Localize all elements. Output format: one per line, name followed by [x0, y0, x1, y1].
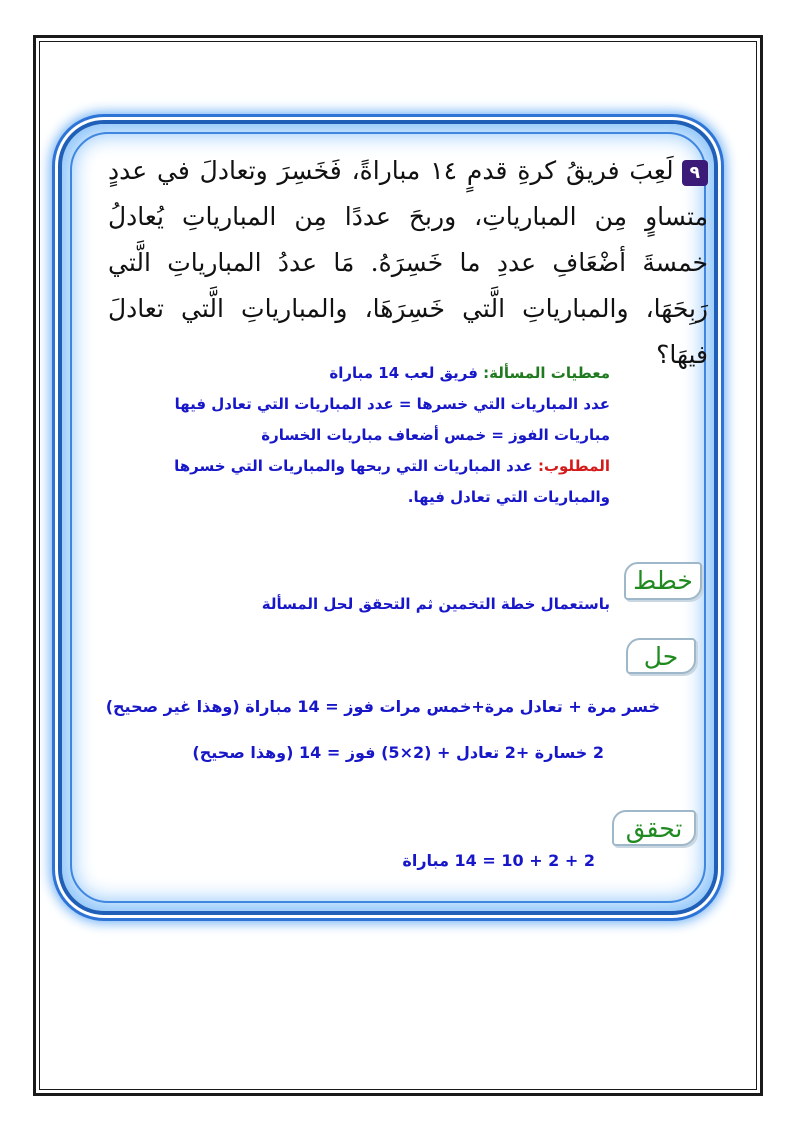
required-label: المطلوب:	[537, 457, 610, 475]
given-line-3: مباريات الفوز = خمس أضعاف مباريات الخسارة	[261, 426, 610, 444]
plan-tag: خطط	[624, 562, 702, 600]
problem-statement	[108, 148, 708, 378]
required-line: المطلوب: عدد المباريات التي ربحها والمباريات التي خسرها والمباريات التي تعادل فيها.	[174, 457, 610, 506]
verify-tag: تحقق	[612, 810, 696, 846]
given-line-2: عدد المباريات التي خسرها = عدد المباريات التي تعادل فيها	[174, 395, 610, 413]
solution-line-2: 2 خسارة +2 تعادل + (2×5) فوز = 14 (وهذا صحيح)	[192, 743, 604, 762]
verify-text: 2 + 2 + 10 = 14 مباراة	[402, 851, 595, 870]
solve-tag: حل	[626, 638, 696, 674]
problem-number-badge: ٩	[682, 160, 708, 186]
given-section	[170, 358, 610, 513]
plan-text: باستعمال خطة التخمين ثم التحقق لحل المسألة	[261, 595, 610, 613]
problem-text: لَعِبَ فريقُ كرةِ قدمٍ ١٤ مباراةً، فَخَسِرَ وتعادلَ في عددٍ متساوٍ مِن المبارياتِ، وربحَ عددًا مِن المبارياتِ يُعادلُ خمسةَ أضْعَافِ عددِ ما خَسِرَهُ. مَا عددُ المبارياتِ الَّتي رَبِحَهَا، والمبارياتِ الَّتي خَسِرَهَا، والمبارياتِ الَّتي تعادلَ فيهَا؟	[108, 156, 708, 369]
given-line-1: معطيات المسألة: فريق لعب 14 مباراة	[329, 364, 610, 382]
given-label: معطيات المسألة:	[483, 364, 610, 382]
solution-line-1: خسر مرة + تعادل مرة+خمس مرات فوز = 14 مباراة (وهذا غير صحيح)	[105, 697, 660, 716]
